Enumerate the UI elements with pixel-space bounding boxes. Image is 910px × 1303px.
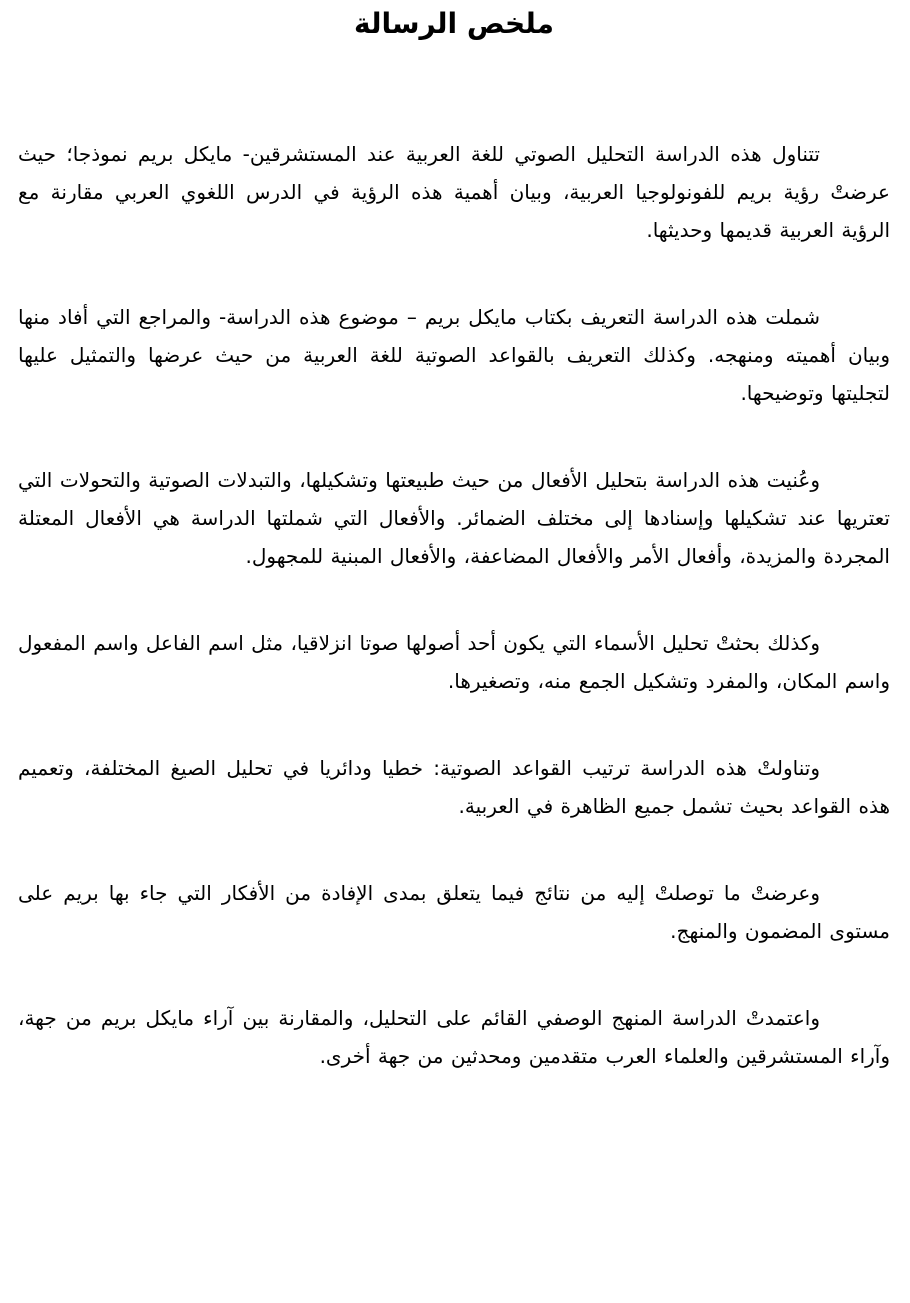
paragraph-4: وكذلك بحثتْ تحليل الأسماء التي يكون أحد أصولها صوتا انزلاقيا، مثل اسم الفاعل واسم المفعول واسم المكان، والمفرد وتشكيل الجمع منه، وتصغيرها. [18, 631, 890, 693]
paragraph-7: واعتمدتْ الدراسة المنهج الوصفي القائم على التحليل، والمقارنة بين آراء مايكل بريم من جهة، وآراء المستشرقين والعلماء العرب متقدمين ومحدثين من جهة أخرى. [18, 1006, 890, 1068]
abstract-body [18, 135, 890, 1124]
paragraph-1: تتناول هذه الدراسة التحليل الصوتي للغة العربية عند المستشرقين- مايكل بريم نموذجا؛ حيث عرضتْ رؤية بريم للفونولوجيا العربية، وبيان أهمية هذه الرؤية في الدرس اللغوي العربي مقارنة مع الرؤية العربية قديمها وحديثها. [18, 142, 890, 242]
paragraph-5: وتناولتْ هذه الدراسة ترتيب القواعد الصوتية: خطيا ودائريا في تحليل الصيغ المختلفة، وتعميم هذه القواعد بحيث تشمل جميع الظاهرة في العربية. [18, 756, 890, 818]
paragraph-3: وعُنيت هذه الدراسة بتحليل الأفعال من حيث طبيعتها وتشكيلها، والتبدلات الصوتية والتحولات التي تعتريها عند تشكيلها وإسنادها إلى مختلف الضمائر. والأفعال التي شملتها الدراسة هي الأفعال المعتلة المجردة والمزيدة، وأفعال الأمر والأفعال المضاعفة، والأفعال المبنية للمجهول. [18, 468, 890, 568]
page-title: ملخص الرسالة [354, 7, 554, 40]
paragraph-6: وعرضتْ ما توصلتْ إليه من نتائج فيما يتعلق بمدى الإفادة من الأفكار التي جاء بها بريم على مستوى المضمون والمنهج. [18, 881, 890, 943]
paragraph-2: شملت هذه الدراسة التعريف بكتاب مايكل بريم – موضوع هذه الدراسة- والمراجع التي أفاد منها وبيان أهميته ومنهجه. وكذلك التعريف بالقواعد الصوتية للغة العربية من حيث عرضها والتمثيل عليها لتجليتها وتوضيحها. [18, 305, 890, 405]
